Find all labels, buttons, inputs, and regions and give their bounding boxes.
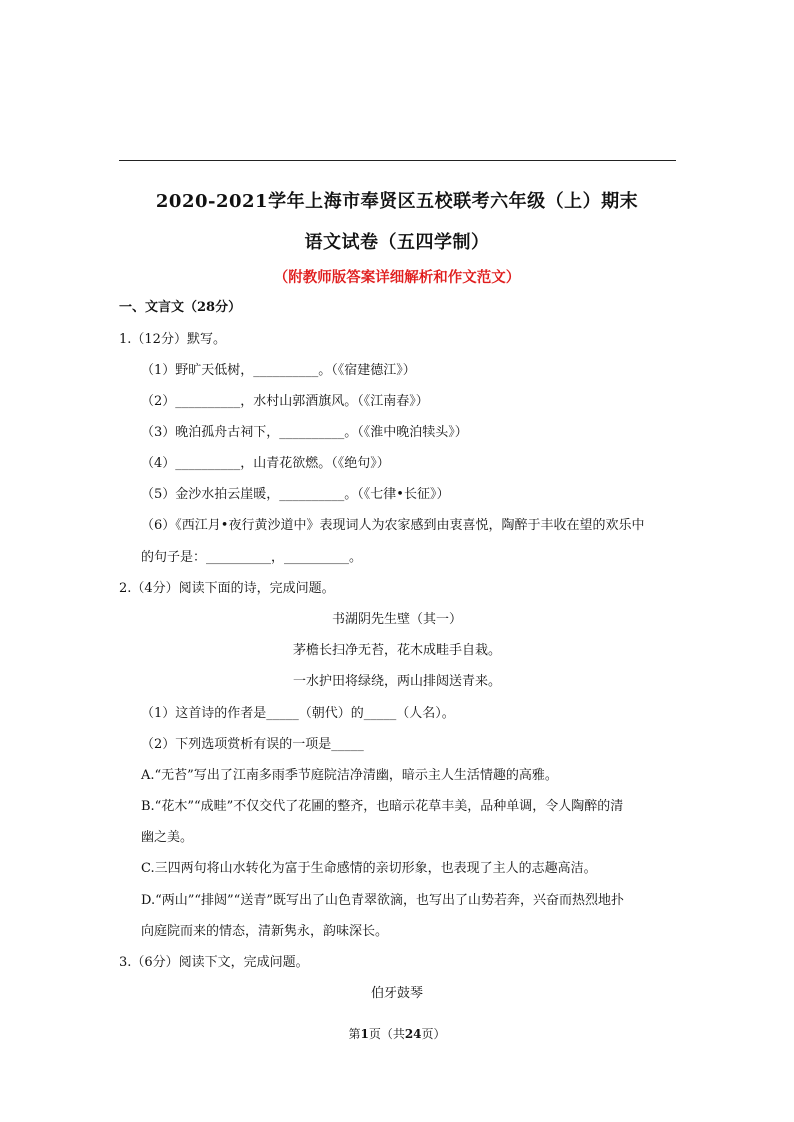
- question-2-item: （1）这首诗的作者是_____（朝代）的_____（人名）。: [141, 706, 455, 721]
- poem-title: 书湖阴先生壁（其一）: [331, 612, 462, 627]
- question-1-item: （4）__________，山青花欲燃。（《绝句》）: [141, 456, 390, 471]
- footer-middle: 页（共: [368, 1027, 405, 1041]
- option-a: A.“无苔”写出了江南多雨季节庭院洁净清幽，暗示主人生活情趣的高雅。: [141, 768, 558, 783]
- question-1-item: （6）《西江月•夜行黄沙道中》表现词人为农家感到由衷喜悦，陶醉于丰收在望的欢乐中: [141, 518, 645, 533]
- question-1-item: （1）野旷天低树，__________。（《宿建德江》）: [141, 363, 416, 378]
- option-b: B.“花木”“成畦”不仅交代了花圃的整齐，也暗示花草丰美，品种单调，令人陶醉的清: [141, 799, 624, 814]
- exam-title-line1: 2020-2021学年上海市奉贤区五校联考六年级（上）期末: [155, 191, 639, 212]
- page-footer: [0, 1025, 794, 1042]
- header-rule: [119, 160, 676, 161]
- total-pages: 24: [404, 1027, 422, 1041]
- question-1-item: （2）__________，水村山郭酒旗风。（《江南春》）: [141, 394, 429, 409]
- poem-line: 茅檐长扫净无苔，花木成畦手自栽。: [292, 643, 501, 658]
- question-1-item: （3）晚泊孤舟古祠下，__________。（《淮中晚泊犊头》）: [141, 425, 468, 440]
- question-1-item: 的句子是：__________，__________。: [141, 550, 363, 565]
- passage-title: 伯牙鼓琴: [370, 986, 423, 1001]
- question-1-stem: 1.（12分）默写。: [119, 332, 226, 347]
- question-2-stem: 2.（4分）阅读下面的诗，完成问题。: [119, 581, 335, 596]
- question-3-stem: 3.（6分）阅读下文，完成问题。: [119, 955, 309, 970]
- question-1-item: （5）金沙水拍云崖暖，__________。（《七律•长征》）: [141, 487, 450, 502]
- section-heading: 一、文言文（28分）: [119, 300, 242, 315]
- footer-prefix: 第: [348, 1027, 361, 1041]
- option-d-continued: 向庭院而来的情态，清新隽永，韵味深长。: [141, 924, 389, 939]
- exam-subtitle: （附教师版答案详细解析和作文范文）: [273, 269, 521, 286]
- exam-title-line2: 语文试卷（五四学制）: [304, 232, 490, 253]
- page-number: 1: [360, 1027, 369, 1041]
- poem-line: 一水护田将绿绕，两山排闼送青来。: [292, 674, 501, 689]
- option-c: C.三四两句将山水转化为富于生命感情的亲切形象，也表现了主人的志趣高洁。: [141, 861, 597, 876]
- footer-suffix: 页）: [421, 1027, 446, 1041]
- option-d: D.“两山”“排闼”“送青”既写出了山色青翠欲滴，也写出了山势若奔，兴奋而热烈地扑: [141, 893, 624, 908]
- question-2-item: （2）下列选项赏析有误的一项是_____: [141, 737, 364, 752]
- option-b-continued: 幽之美。: [141, 830, 194, 845]
